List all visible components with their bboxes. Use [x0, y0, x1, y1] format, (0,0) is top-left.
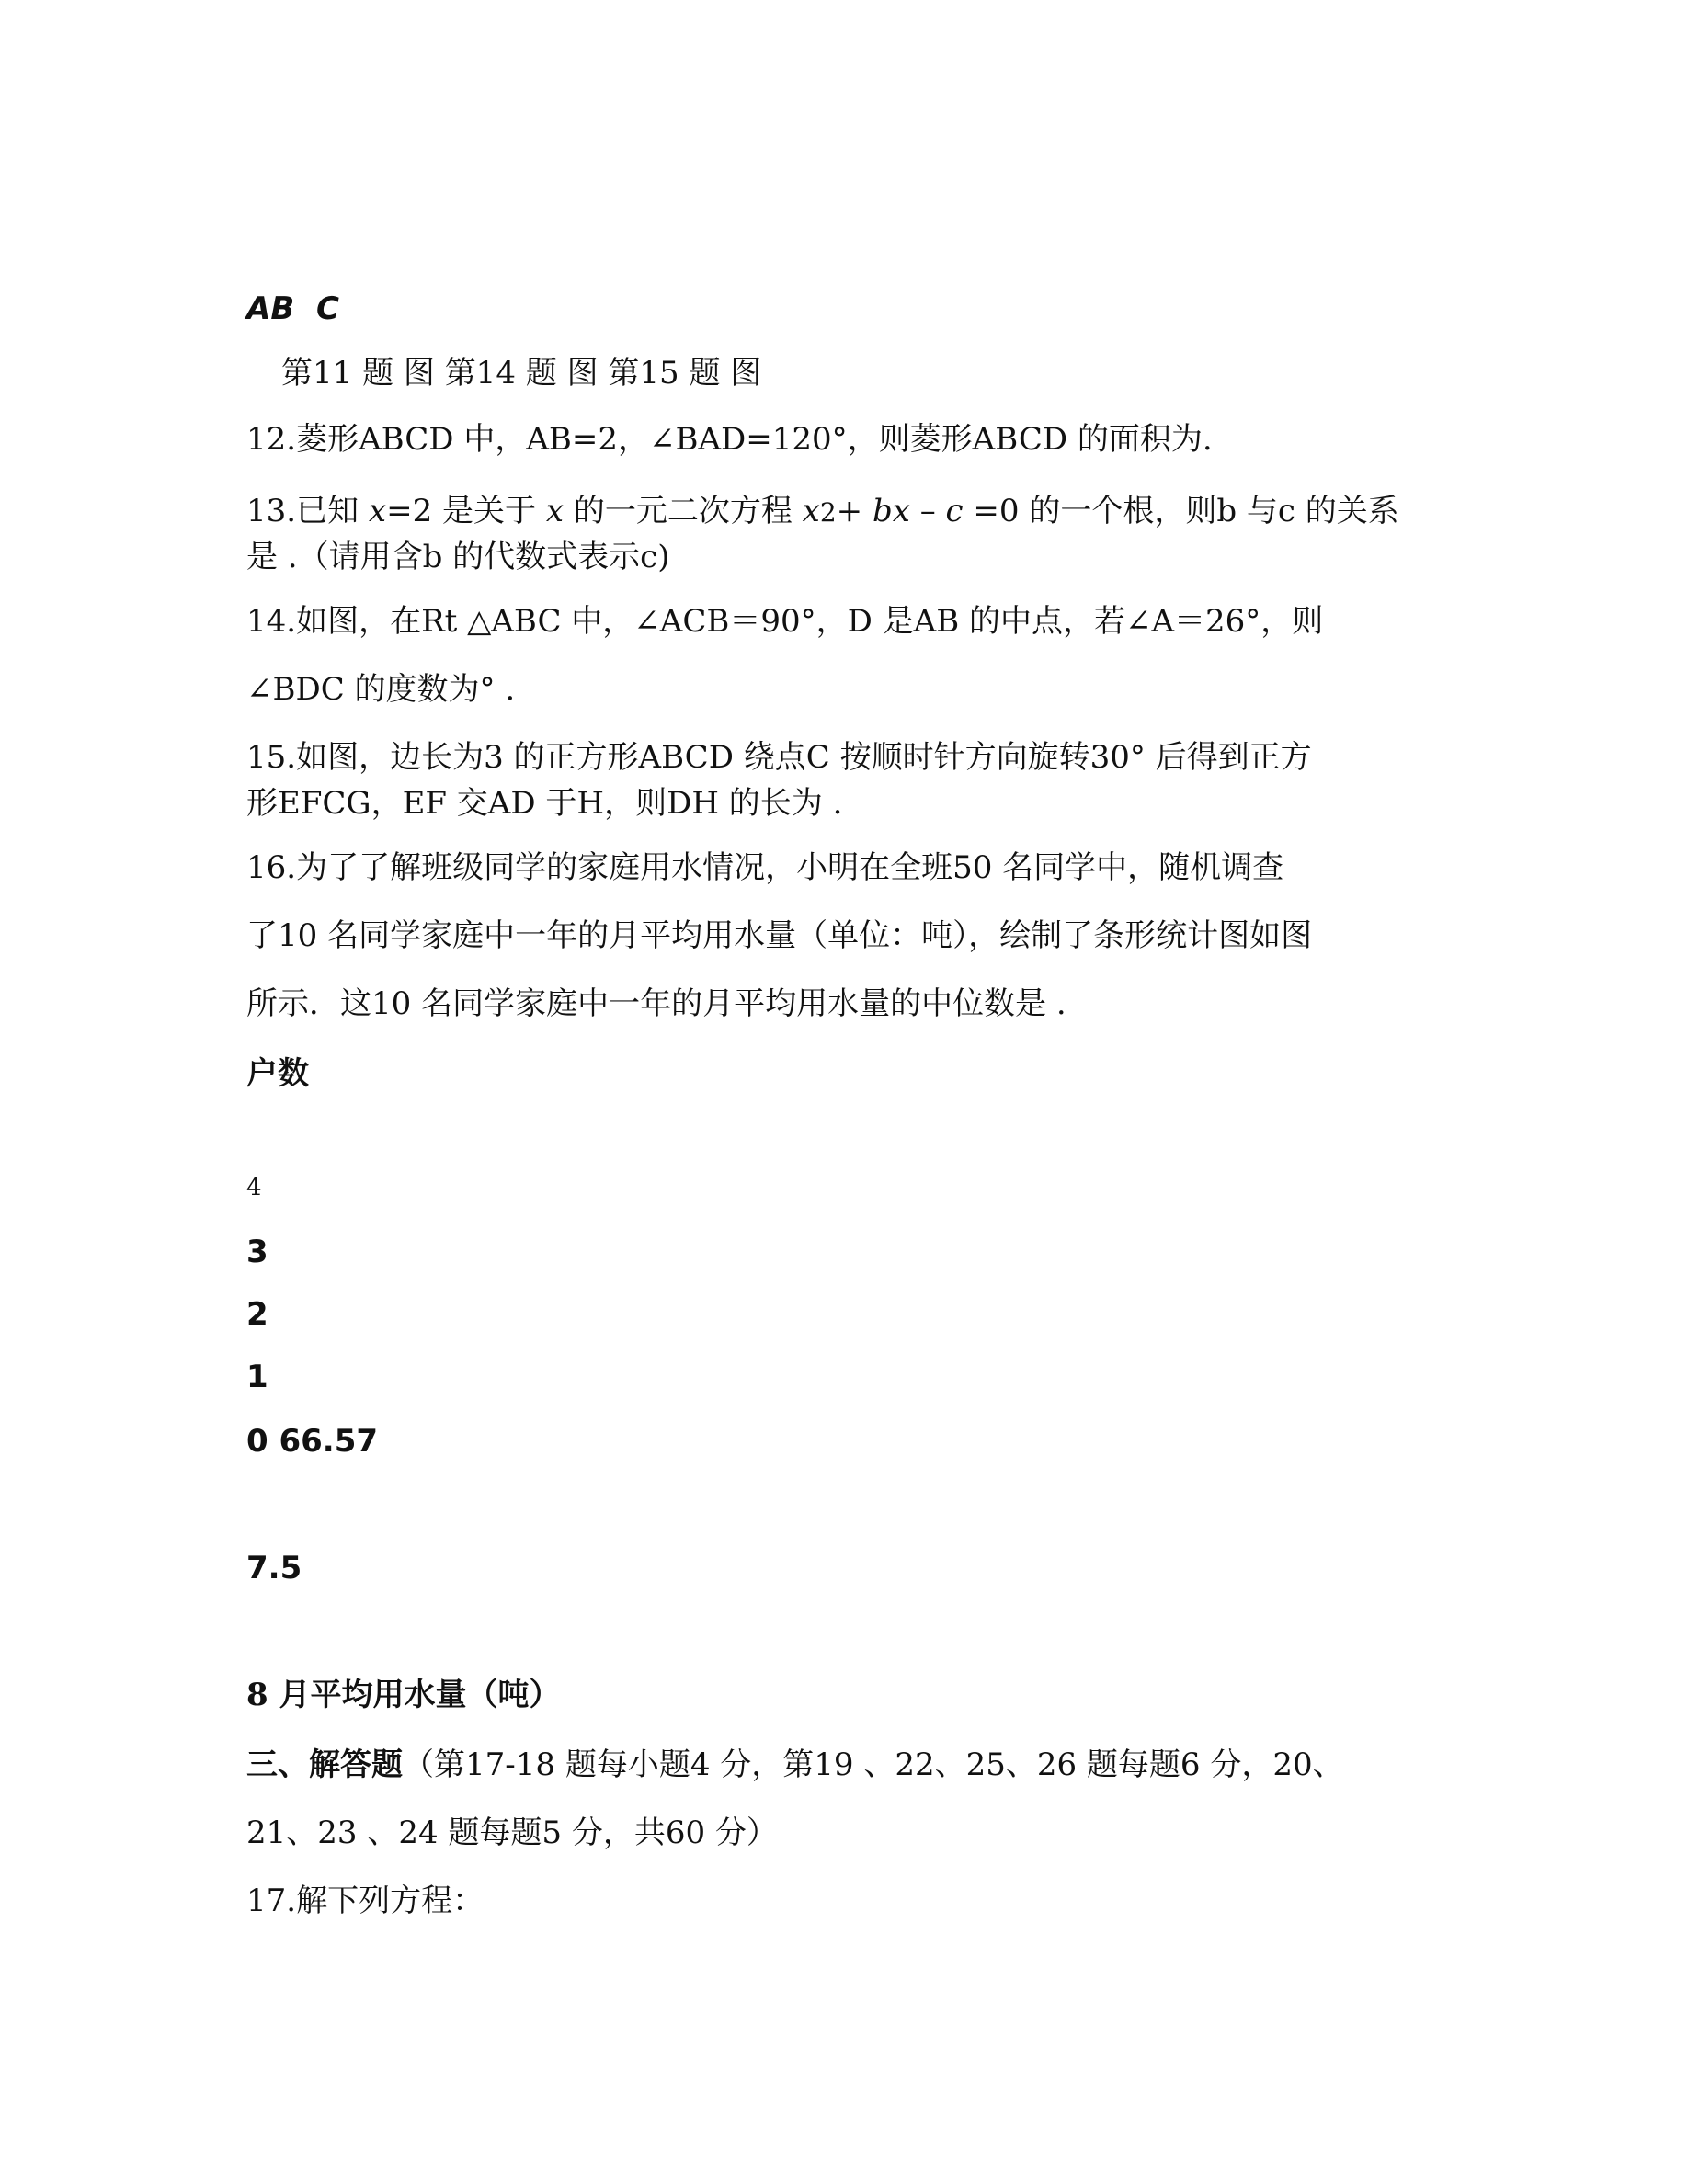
question-15-line2: 形EFCG，EF 交AD 于H，则DH 的长为 . — [246, 785, 843, 822]
var-c: c — [945, 493, 964, 529]
chart-y-tick-1: 1 — [246, 1359, 268, 1395]
var-x: x — [545, 493, 565, 529]
chart-y-axis-label: 户数 — [246, 1055, 309, 1092]
chart-x-axis-label: 8 月平均用水量（吨） — [246, 1677, 561, 1713]
question-13-line2: 是 .（请用含b 的代数式表示c) — [246, 539, 670, 575]
question-12: 12.菱形ABCD 中，AB=2，∠BAD=120°，则菱形ABCD 的面积为. — [246, 421, 1213, 458]
section-3-scoring-line2: 21、23 、24 题每题5 分，共60 分） — [246, 1814, 778, 1851]
figure-captions — [281, 353, 761, 393]
chart-x-ticks-row: 0 66.57 — [246, 1423, 379, 1460]
label-b: B — [270, 290, 295, 327]
question-14-line2: ∠BDC 的度数为° . — [246, 671, 516, 708]
question-16-line2: 了10 名同学家庭中一年的月平均用水量（单位：吨），绘制了条形统计图如图 — [246, 917, 1313, 954]
question-14-line1: 14.如图，在Rt △ABC 中，∠ACB＝90°，D 是AB 的中点，若∠A＝26°，则 — [246, 603, 1324, 640]
question-16-line1: 16.为了了解班级同学的家庭用水情况，小明在全班50 名同学中，随机调查 — [246, 849, 1284, 886]
question-15-line1: 15.如图，边长为3 的正方形ABCD 绕点C 按顺时针方向旋转30° 后得到正方 — [246, 739, 1312, 776]
chart-y-tick-3: 3 — [246, 1234, 268, 1270]
section-3-header — [246, 1745, 1344, 1785]
chart-x-tick-7-5: 7.5 — [246, 1550, 302, 1587]
label-a: A — [246, 290, 271, 327]
term-bx: bx — [872, 493, 910, 529]
caption-q15: 第15 题 图 — [608, 355, 762, 392]
var-x: x — [368, 493, 387, 529]
question-16-line3: 所示．这10 名同学家庭中一年的月平均用水量的中位数是 . — [246, 985, 1066, 1022]
question-13-line1: 13.已知 x=2 是关于 x 的一元二次方程 x2+ bx – c =0 的一个根，则b 与c 的关系 — [246, 493, 1399, 529]
exponent: 2 — [819, 497, 837, 528]
caption-q11: 第11 题 图 — [281, 355, 445, 392]
section-3-scoring: （第17-18 题每小题4 分，第19 、22、25、26 题每题6 分，20、 — [403, 1746, 1344, 1783]
question-17: 17.解下列方程： — [246, 1883, 485, 1919]
caption-q14: 第14 题 图 — [444, 355, 609, 392]
chart-y-tick-2: 2 — [246, 1296, 268, 1333]
section-3-title: 三、解答题 — [246, 1746, 403, 1783]
var-x: x — [802, 493, 820, 529]
figure-vertex-labels — [246, 289, 339, 329]
label-c: C — [315, 290, 339, 327]
chart-y-tick-4: 4 — [246, 1174, 262, 1201]
